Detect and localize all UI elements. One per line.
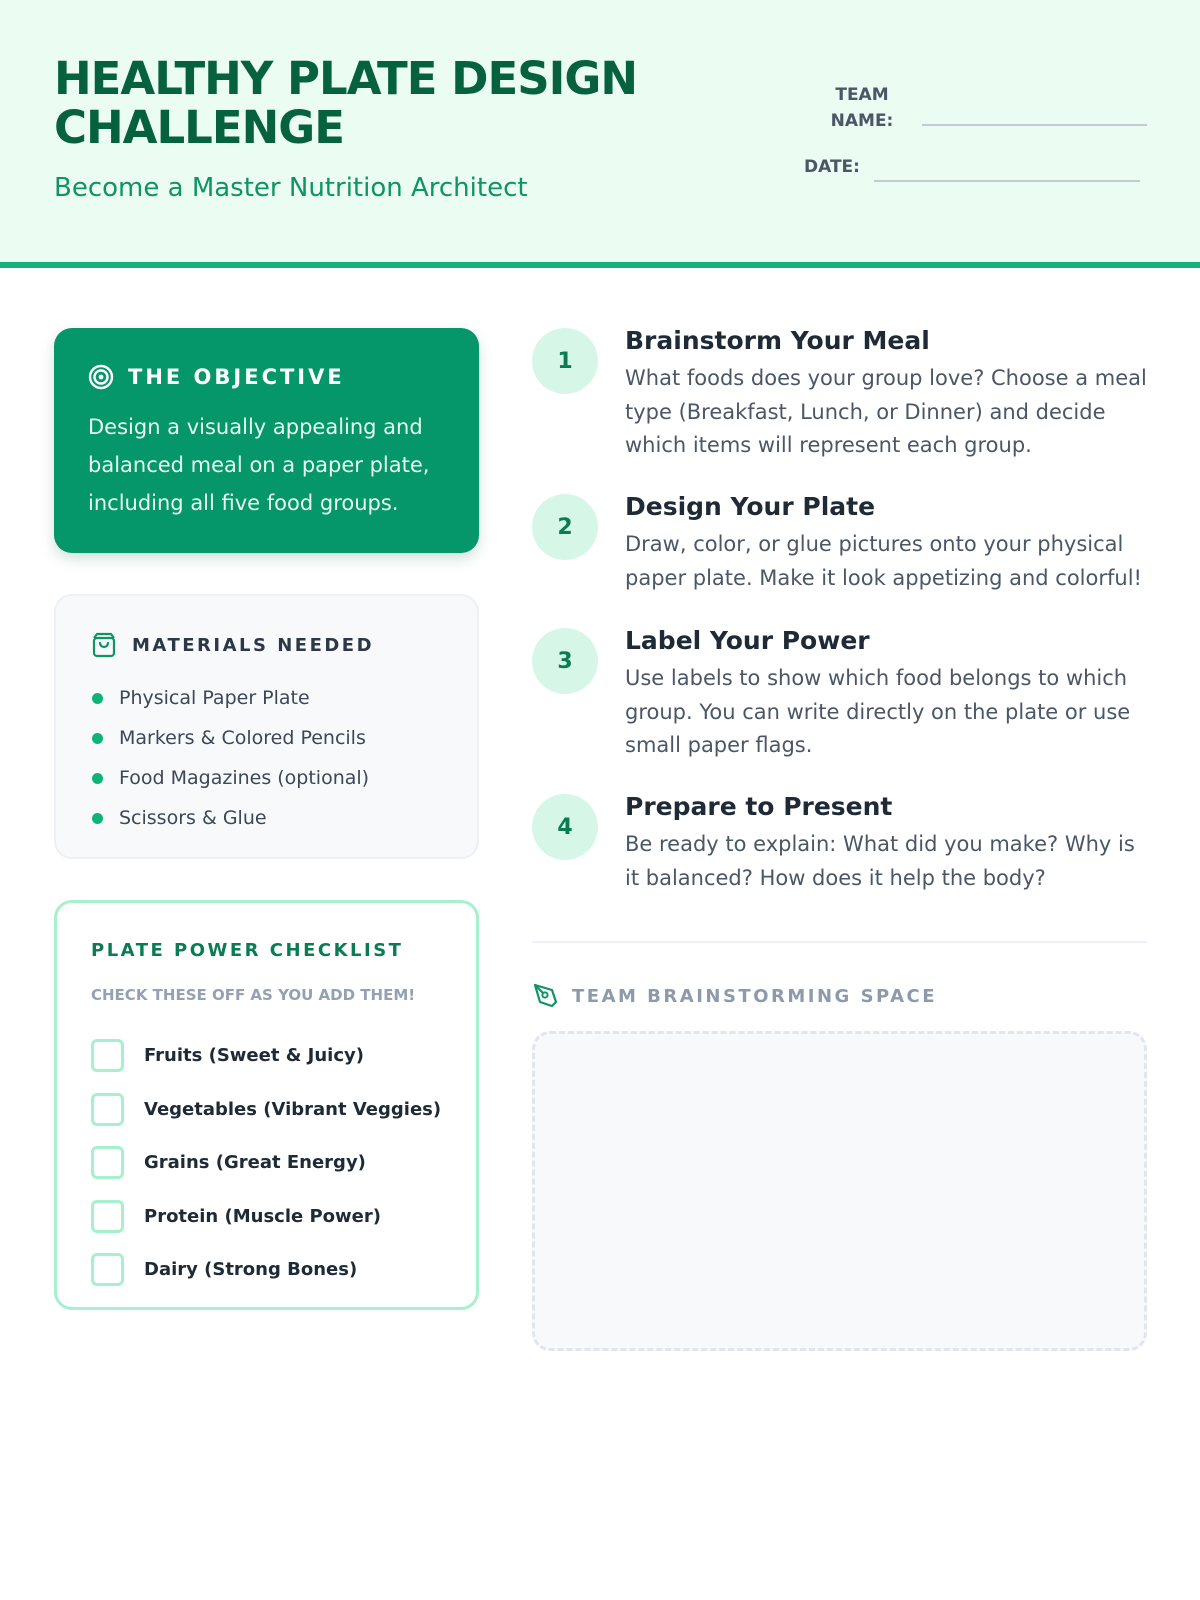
list-item: Markers & Colored Pencils <box>92 718 369 758</box>
bullet-dot <box>92 813 103 824</box>
plate-power-checklist <box>54 900 479 1310</box>
objective-title: THE OBJECTIVE <box>128 365 345 389</box>
checklist-title: PLATE POWER CHECKLIST <box>91 940 404 961</box>
page-header <box>0 0 1200 268</box>
checkbox[interactable] <box>91 1253 124 1286</box>
checklist-item: Grains (Great Energy) <box>91 1136 441 1190</box>
target-icon <box>88 364 114 390</box>
materials-title: MATERIALS NEEDED <box>132 635 375 656</box>
list-item: Food Magazines (optional) <box>92 758 369 798</box>
materials-card <box>54 594 479 859</box>
checklist-items <box>91 1029 441 1297</box>
checkbox[interactable] <box>91 1146 124 1179</box>
checkbox[interactable] <box>91 1039 124 1072</box>
brainstorm-title: TEAM BRAINSTORMING SPACE <box>572 986 938 1007</box>
materials-list <box>92 678 369 838</box>
checkbox[interactable] <box>91 1093 124 1126</box>
checklist-item: Protein (Muscle Power) <box>91 1190 441 1244</box>
pen-tool-icon <box>532 982 560 1010</box>
checklist-subtitle: CHECK THESE OFF AS YOU ADD THEM! <box>91 986 416 1004</box>
objective-text: Design a visually appealing and balanced meal on a paper plate, including all five food groups. <box>88 415 430 515</box>
page-title: HEALTHY PLATE DESIGN CHALLENGE <box>54 52 637 154</box>
step-number: 1 <box>532 328 598 394</box>
step-text: Be ready to explain: What did you make? Why is it balanced? How does it help the body? <box>625 832 1135 890</box>
step-title: Brainstorm Your Meal <box>625 326 930 355</box>
step-text: Draw, color, or glue pictures onto your physical paper plate. Make it look appetizing and colorful! <box>625 532 1142 590</box>
bullet-dot <box>92 733 103 744</box>
step-number: 2 <box>532 494 598 560</box>
bullet-dot <box>92 693 103 704</box>
step-number: 4 <box>532 794 598 860</box>
step-number: 3 <box>532 628 598 694</box>
checkbox[interactable] <box>91 1200 124 1233</box>
team-name-label: TEAM NAME: <box>830 85 894 131</box>
brainstorm-area[interactable] <box>532 1031 1147 1351</box>
list-item: Scissors & Glue <box>92 798 369 838</box>
checklist-item: Fruits (Sweet & Juicy) <box>91 1029 441 1083</box>
date-field[interactable] <box>874 180 1140 182</box>
step-text: Use labels to show which food belongs to which group. You can write directly on the plate or use small paper flags. <box>625 666 1131 757</box>
list-item: Physical Paper Plate <box>92 678 369 718</box>
step-title: Design Your Plate <box>625 492 876 521</box>
step-title: Prepare to Present <box>625 792 893 821</box>
section-divider <box>532 941 1147 943</box>
step-title: Label Your Power <box>625 626 870 655</box>
bullet-dot <box>92 773 103 784</box>
objective-card <box>54 328 479 553</box>
checklist-item: Dairy (Strong Bones) <box>91 1243 441 1297</box>
step-text: What foods does your group love? Choose a meal type (Breakfast, Lunch, or Dinner) and decide which items will represent each group. <box>625 366 1147 457</box>
checklist-item: Vegetables (Vibrant Veggies) <box>91 1083 441 1137</box>
team-name-field[interactable] <box>922 124 1147 126</box>
page-subtitle: Become a Master Nutrition Architect <box>54 173 528 203</box>
date-label: DATE: <box>804 157 860 177</box>
shopping-bag-icon <box>92 632 116 658</box>
